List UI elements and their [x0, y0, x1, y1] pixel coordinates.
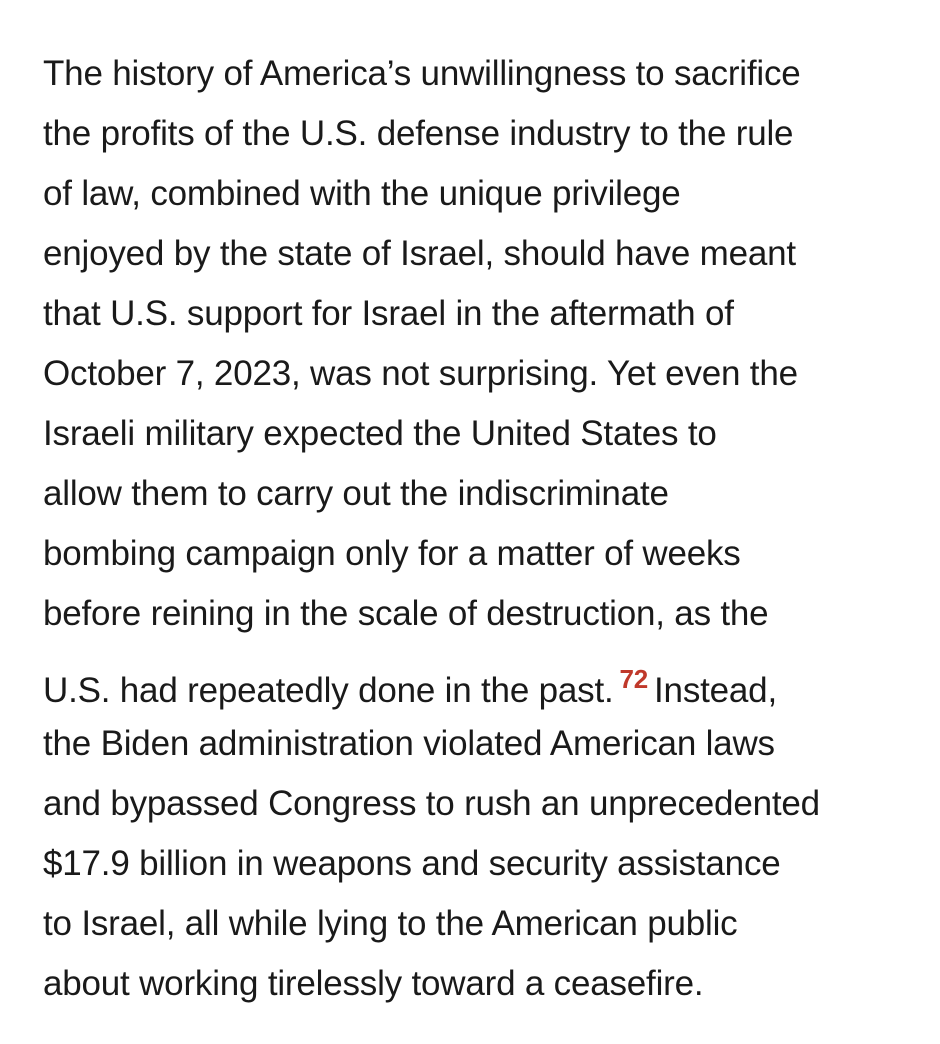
- footnote-line-after: Instead,: [654, 671, 777, 710]
- paragraph-line: about working tirelessly toward a ceasefire.: [43, 964, 704, 1003]
- paragraph: [43, 44, 923, 1014]
- paragraph-line: that U.S. support for Israel in the aftermath of: [43, 294, 734, 333]
- paragraph-line: the Biden administration violated American laws: [43, 724, 775, 763]
- paragraph-line: $17.9 billion in weapons and security assistance: [43, 844, 781, 883]
- paragraph-line: Israeli military expected the United States to: [43, 414, 717, 453]
- paragraph-line: enjoyed by the state of Israel, should have meant: [43, 234, 796, 273]
- paragraph-line: before reining in the scale of destruction, as the: [43, 594, 769, 633]
- paragraph-line: the profits of the U.S. defense industry to the rule: [43, 114, 794, 153]
- paragraph-line: and bypassed Congress to rush an unprecedented: [43, 784, 820, 823]
- footnote-line-before: U.S. had repeatedly done in the past.: [43, 671, 614, 710]
- paragraph-line: of law, combined with the unique privilege: [43, 174, 681, 213]
- article-body: [43, 44, 923, 1014]
- paragraph-line: October 7, 2023, was not surprising. Yet even the: [43, 354, 798, 393]
- paragraph-line: allow them to carry out the indiscriminate: [43, 474, 669, 513]
- footnote-link-72[interactable]: 72: [619, 664, 649, 694]
- paragraph-line: bombing campaign only for a matter of weeks: [43, 534, 741, 573]
- paragraph-line-with-footnote: [43, 644, 923, 714]
- paragraph-line: The history of America’s unwillingness to sacrifice: [43, 54, 801, 93]
- paragraph-line: to Israel, all while lying to the American public: [43, 904, 738, 943]
